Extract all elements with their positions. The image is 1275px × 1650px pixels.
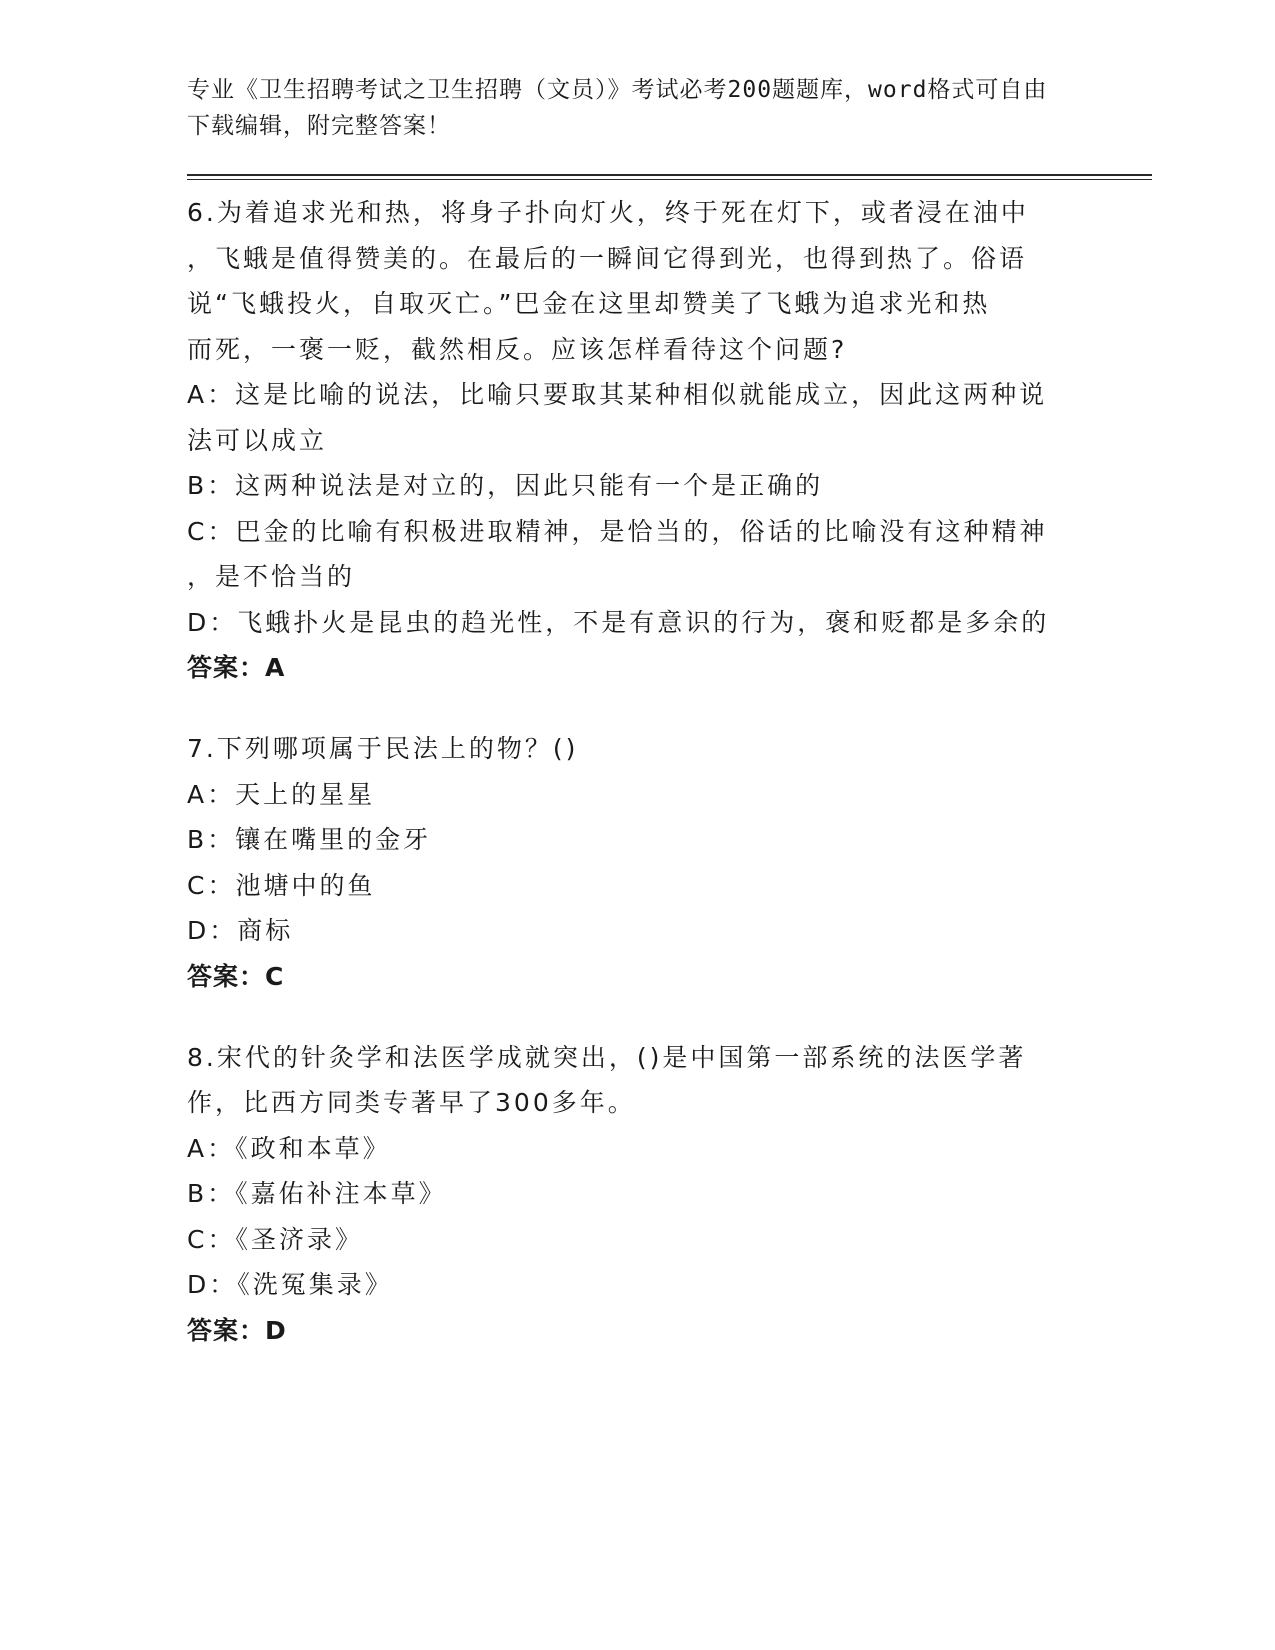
question-8 [187, 1035, 1072, 1353]
question-stem-line: 作，比西方同类专著早了300多年。 [187, 1088, 636, 1117]
document-header: 专业《卫生招聘考试之卫生招聘（文员）》考试必考200题题库，word格式可自由下载编辑，附完整答案！ [187, 77, 1048, 139]
header-divider-thin [187, 179, 1152, 180]
option-b [187, 817, 1072, 863]
option-line: B：镶在嘴里的金牙 [187, 825, 432, 854]
question-stem-line: 8.宋代的针灸学和法医学成就突出，()是中国第一部系统的法医学著 [187, 1042, 1027, 1072]
question-list [187, 190, 1072, 1389]
option-a [187, 372, 1072, 463]
option-line: B：《嘉佑补注本草》 [187, 1179, 447, 1208]
option-line: D：《洗冤集录》 [187, 1270, 393, 1299]
question-stem-line: ，飞蛾是值得赞美的。在最后的一瞬间它得到光，也得到热了。俗语 [187, 243, 1028, 273]
option-c [187, 1217, 1072, 1263]
option-line: 法可以成立 [187, 425, 328, 455]
option-b [187, 1171, 1072, 1217]
option-line: A：这是比喻的说法，比喻只要取其某种相似就能成立，因此这两种说 [187, 380, 1048, 409]
question-stem-line: 6.为着追求光和热，将身子扑向灯火，终于死在灯下，或者浸在油中 [187, 198, 1029, 227]
option-d [187, 600, 1072, 646]
option-line: C：巴金的比喻有积极进取精神，是恰当的，俗话的比喻没有这种精神 [187, 516, 1048, 546]
option-a [187, 1126, 1072, 1172]
option-c [187, 509, 1072, 600]
question-stem-line: 而死，一褒一贬，截然相反。应该怎样看待这个问题? [187, 334, 848, 364]
question-stem-line: 说“飞蛾投火，自取灭亡。”巴金在这里却赞美了飞蛾为追求光和热 [187, 289, 991, 318]
answer-label: 答案：C [187, 961, 285, 991]
option-line: C：《圣济录》 [187, 1224, 363, 1254]
question-7 [187, 726, 1072, 999]
question-stem-line: 7.下列哪项属于民法上的物？() [187, 734, 579, 763]
option-a [187, 772, 1072, 818]
option-line: B：这两种说法是对立的，因此只能有一个是正确的 [187, 471, 824, 500]
option-line: A：《政和本草》 [187, 1133, 391, 1163]
option-line: ，是不恰当的 [187, 562, 356, 591]
answer-label: 答案：D [187, 1315, 287, 1345]
option-b [187, 463, 1072, 509]
answer-label: 答案：A [187, 653, 286, 682]
option-line: A：天上的星星 [187, 779, 376, 809]
option-c [187, 863, 1072, 909]
option-d [187, 1262, 1072, 1308]
option-line: D：飞蛾扑火是昆虫的趋光性，不是有意识的行为，褒和贬都是多余的 [187, 607, 1050, 637]
option-line: D：商标 [187, 916, 294, 945]
option-line: C：池塘中的鱼 [187, 870, 376, 900]
header-divider-thick [187, 174, 1152, 176]
option-d [187, 908, 1072, 954]
question-6 [187, 190, 1072, 690]
